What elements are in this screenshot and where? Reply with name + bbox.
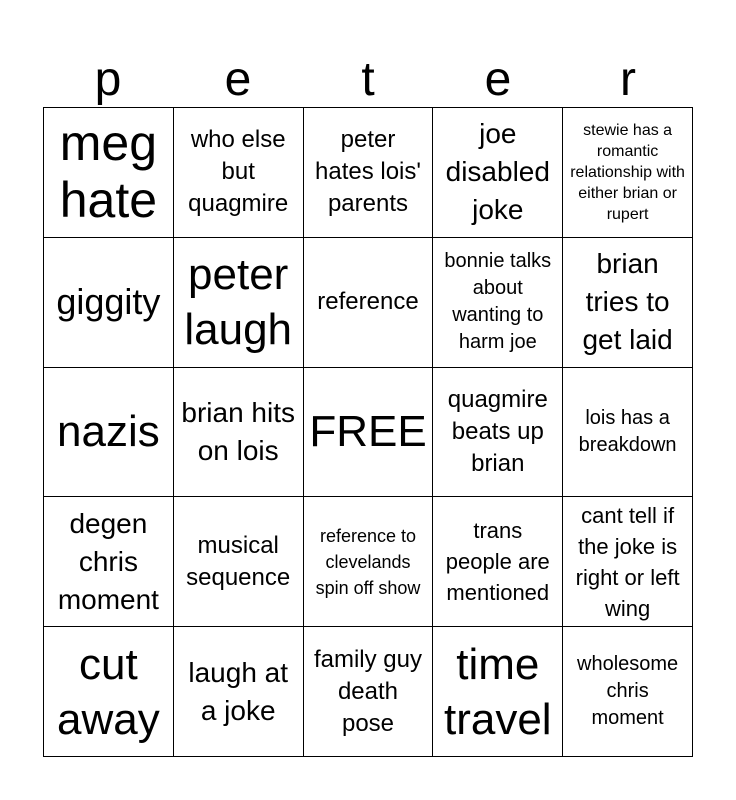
cell-text: who else but quagmire — [188, 126, 289, 218]
bingo-cell-11[interactable] — [44, 368, 174, 498]
bingo-cell-1[interactable] — [44, 108, 174, 238]
cell-text: meg hate — [59, 115, 158, 229]
bingo-cell-21[interactable] — [44, 627, 174, 757]
bingo-cell-25[interactable] — [563, 627, 693, 757]
bingo-cell-16[interactable] — [44, 497, 174, 627]
bingo-header — [43, 52, 693, 108]
cell-text: stewie has a romantic relationship with either brian or rupert — [570, 121, 685, 223]
cell-text: quagmire beats up brian — [447, 385, 548, 477]
cell-text: family guy death pose — [313, 645, 423, 737]
bingo-cell-22[interactable] — [174, 627, 304, 757]
cell-text: musical sequence — [186, 531, 291, 591]
bingo-cell-2[interactable] — [174, 108, 304, 238]
cell-text: reference to clevelands spin off show — [315, 525, 421, 598]
cell-text: giggity — [56, 281, 161, 323]
cell-text: bonnie talks about wanting to harm joe — [444, 250, 552, 354]
bingo-cell-8[interactable] — [304, 238, 434, 368]
cell-text: peter laugh — [184, 250, 293, 355]
cell-text: brian hits on lois — [181, 396, 295, 466]
cell-text: nazis — [57, 407, 160, 457]
cell-text: degen chris moment — [57, 507, 159, 615]
bingo-cell-20[interactable] — [563, 497, 693, 627]
cell-text: lois has a breakdown — [578, 406, 677, 456]
bingo-cell-4[interactable] — [433, 108, 563, 238]
cell-text: joe disabled joke — [445, 118, 550, 226]
bingo-cell-24[interactable] — [433, 627, 563, 757]
bingo-cell-6[interactable] — [44, 238, 174, 368]
bingo-cell-12[interactable] — [174, 368, 304, 498]
bingo-cell-15[interactable] — [563, 368, 693, 498]
cell-text: peter hates lois' parents — [315, 126, 421, 218]
bingo-cell-17[interactable] — [174, 497, 304, 627]
cell-text: reference — [317, 288, 419, 316]
cell-text: laugh at a joke — [188, 656, 289, 726]
cell-text: cant tell if the joke is right or left wing — [575, 502, 680, 621]
bingo-cell-9[interactable] — [433, 238, 563, 368]
header-letter-2: e — [224, 53, 252, 106]
bingo-cell-18[interactable] — [304, 497, 434, 627]
bingo-cell-5[interactable] — [563, 108, 693, 238]
cell-text: trans people are mentioned — [445, 518, 550, 606]
bingo-cell-10[interactable] — [563, 238, 693, 368]
bingo-cell-3[interactable] — [304, 108, 434, 238]
header-letter-1: p — [94, 53, 122, 106]
cell-text: time travel — [443, 639, 552, 744]
cell-text: brian tries to get laid — [582, 248, 673, 356]
bingo-cell-14[interactable] — [433, 368, 563, 498]
header-letter-5: r — [620, 53, 636, 106]
header-letter-3: t — [361, 53, 375, 106]
bingo-cell-19[interactable] — [433, 497, 563, 627]
bingo-cell-7[interactable] — [174, 238, 304, 368]
cell-text: wholesome chris moment — [577, 653, 679, 730]
cell-text: FREE — [309, 407, 427, 457]
header-letter-4: e — [484, 53, 512, 106]
cell-text: cut away — [57, 639, 160, 744]
bingo-cell-23[interactable] — [304, 627, 434, 757]
bingo-grid — [43, 107, 693, 757]
bingo-cell-free[interactable] — [304, 368, 434, 498]
